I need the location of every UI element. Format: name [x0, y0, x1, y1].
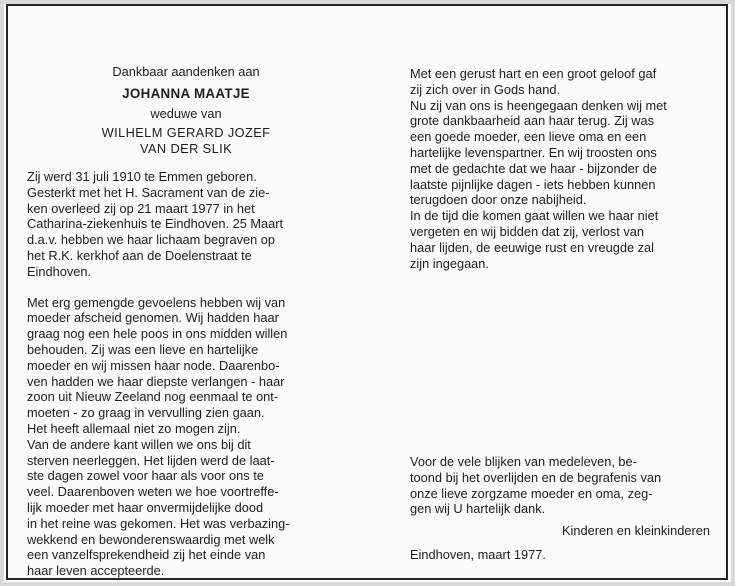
right-column	[410, 64, 710, 271]
text-line: zij zich over in Gods hand.	[410, 81, 561, 97]
text-line: laatste pijnlijke dagen - iets hebben kunnen	[410, 176, 656, 192]
text-line: Eindhoven.	[27, 263, 92, 279]
text-line: in het reine was gekomen. Het was verbazing-	[27, 515, 290, 531]
text-line: zijn ingegaan.	[410, 255, 489, 271]
text-line: In de tijd die komen gaat willen we haar niet	[410, 208, 659, 224]
text-line: moeten - zo graag in vervulling zien gaan.	[27, 405, 265, 421]
text-line: toond bij het overlijden en de begrafenis van	[410, 469, 662, 485]
thanks-section	[410, 454, 710, 563]
text-line: Catharina-ziekenhuis te Eindhoven. 25 Maart	[27, 216, 284, 232]
text-line: Het heeft allemaal niet zo mogen zijn.	[27, 420, 241, 436]
text-line: lijk moeder met haar onvermijdelijke dood	[27, 499, 264, 515]
husband-name-line2: VAN DER SLIK	[139, 141, 233, 157]
text-line: wekkend en bewonderenswaardig met welk	[27, 531, 275, 547]
text-line: onze lieve zorgzame moeder en oma, zeg-	[410, 485, 653, 501]
text-line: behouden. Zij was een lieve en hartelijke	[27, 341, 259, 357]
text-line: met de gedachte dat we haar - bijzonder de	[410, 160, 657, 176]
left-column	[27, 64, 345, 579]
text-line: Van de andere kant willen we ons bij dit	[27, 436, 251, 452]
text-line: gen wij U hartelijk dank.	[410, 501, 546, 517]
signature: Kinderen en kleinkinderen	[562, 523, 710, 539]
text-line: ven hadden we haar diepste verlangen - haar	[27, 373, 285, 389]
deceased-name: JOHANNA MAATJE	[122, 85, 250, 101]
text-line: Gesterkt met het H. Sacrament van de zie-	[27, 184, 270, 200]
text-line: hartelijke levenspartner. En wij troosten ons	[410, 144, 657, 160]
text-line: zoon uit Nieuw Zeeland nog eenmaal te ont-	[27, 389, 279, 405]
text-line: haar leven accepteerde.	[27, 563, 165, 579]
text-line: Zij werd 31 juli 1910 te Emmen geboren.	[27, 168, 257, 184]
text-line: grote dankbaarheid aan haar terug. Zij was	[410, 113, 655, 129]
text-line: moeder afscheid genomen. Wij hadden haar	[27, 310, 279, 326]
text-line: een vanzelfsprekendheid zij het einde van	[27, 547, 266, 563]
text-line: Nu zij van ons is heengegaan denken wij met	[410, 97, 667, 113]
place-date: Eindhoven, maart 1977.	[410, 546, 546, 562]
reflection-paragraph	[27, 295, 345, 579]
text-line: graag nog een hele poos in ons midden willen	[27, 326, 288, 342]
text-line: Met een gerust hart en een groot geloof gaf	[410, 66, 657, 81]
widow-of-label: weduwe van	[150, 105, 222, 121]
husband-name-line1: WILHELM GERARD JOZEF	[101, 125, 271, 141]
text-line: vergeten en wij bidden dat zij, verlost van	[410, 223, 645, 239]
text-line: terugdoen door onze nabijheid.	[410, 192, 587, 208]
text-line: een goede moeder, een lieve oma en een	[410, 129, 647, 145]
dedication-header: Dankbaar aandenken aan	[112, 64, 260, 79]
text-line: ken overleed zij op 21 maart 1977 in het	[27, 200, 255, 216]
text-line: Met erg gemengde gevoelens hebben wij van	[27, 294, 286, 310]
text-line: veel. Daarenboven weten we hoe voortreffe-	[27, 484, 279, 500]
text-line: moeder en wij missen haar node. Daarenbo-	[27, 357, 280, 373]
text-line: ste dagen zowel voor haar als voor ons te	[27, 468, 264, 484]
faith-paragraph	[410, 66, 710, 271]
text-line: d.a.v. hebben we haar lichaam begraven op	[27, 232, 276, 248]
text-line: sterven neerleggen. Het lijden werd de laat-	[27, 452, 275, 468]
biography-paragraph	[27, 169, 345, 280]
text-line: het R.K. kerkhof aan de Doelenstraat te	[27, 247, 252, 263]
text-line: Voor de vele blijken van medeleven, be-	[410, 454, 637, 469]
text-line: haar lijden, de eeuwige rust en vreugde zal	[410, 239, 655, 255]
